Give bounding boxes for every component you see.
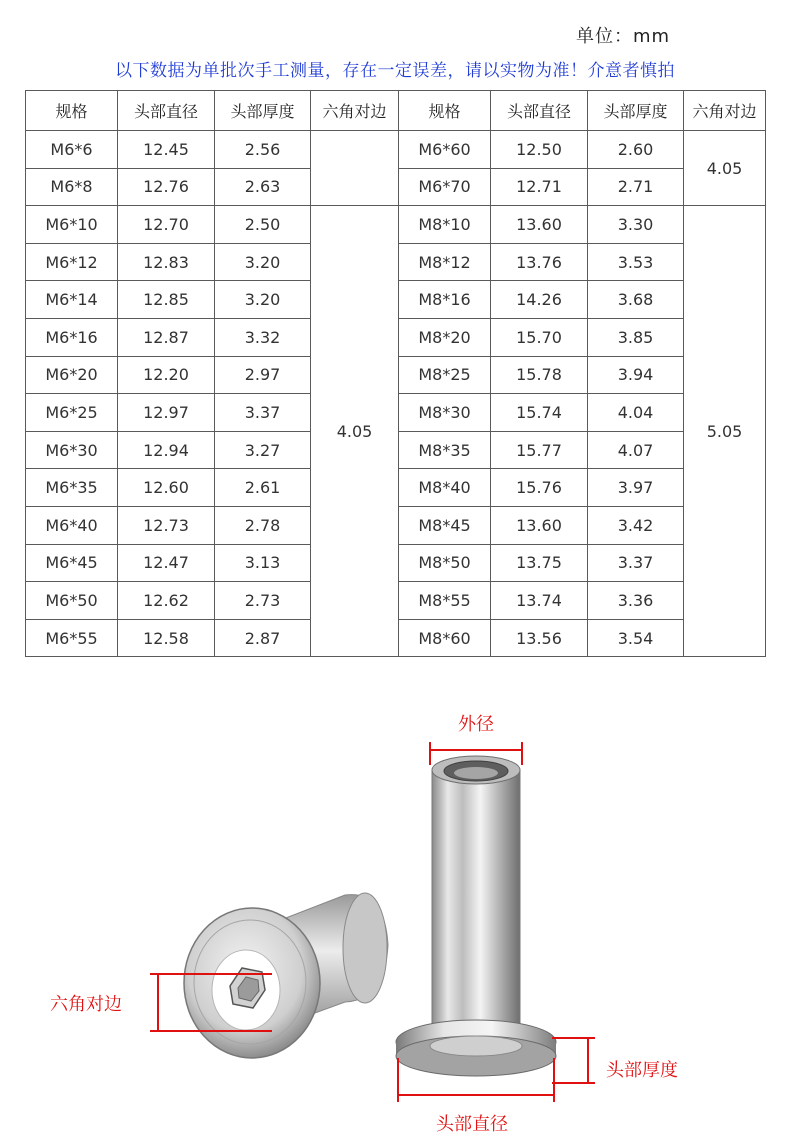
spec-cell: M6*60 [399, 131, 491, 169]
head-diameter-cell: 12.70 [118, 206, 215, 244]
spec-cell: M8*55 [399, 582, 491, 620]
product-diagram [0, 690, 790, 1140]
col-header: 头部厚度 [588, 91, 684, 131]
spec-cell: M6*40 [26, 506, 118, 544]
head-thickness-cell: 3.94 [588, 356, 684, 394]
spec-cell: M6*12 [26, 243, 118, 281]
head-diameter-cell: 12.97 [118, 394, 215, 432]
head-diameter-cell: 12.87 [118, 318, 215, 356]
head-diameter-cell: 12.58 [118, 619, 215, 657]
head-thickness-dimension [552, 1038, 595, 1083]
spec-cell: M8*45 [399, 506, 491, 544]
head-thickness-cell: 3.42 [588, 506, 684, 544]
head-diameter-cell: 12.73 [118, 506, 215, 544]
spec-cell: M6*8 [26, 168, 118, 206]
head-thickness-cell: 3.53 [588, 243, 684, 281]
head-thickness-cell: 3.97 [588, 469, 684, 507]
head-thickness-cell: 2.97 [215, 356, 311, 394]
spec-cell: M6*30 [26, 431, 118, 469]
hex-cell: 4.05 [311, 206, 399, 657]
spec-cell: M8*35 [399, 431, 491, 469]
head-diameter-cell: 13.56 [491, 619, 588, 657]
spec-cell: M6*25 [26, 394, 118, 432]
col-header: 六角对边 [684, 91, 766, 131]
head-diameter-cell: 12.50 [491, 131, 588, 169]
spec-cell: M6*35 [26, 469, 118, 507]
spec-cell: M8*16 [399, 281, 491, 319]
head-diameter-cell: 12.47 [118, 544, 215, 582]
head-diameter-cell: 13.60 [491, 506, 588, 544]
col-header: 头部直径 [491, 91, 588, 131]
head-thickness-cell: 3.27 [215, 431, 311, 469]
table-body [26, 131, 766, 657]
col-header: 头部厚度 [215, 91, 311, 131]
head-diameter-cell: 15.76 [491, 469, 588, 507]
table-row [26, 206, 766, 244]
head-diameter-label: 头部直径 [436, 1114, 508, 1135]
head-diameter-cell: 12.76 [118, 168, 215, 206]
head-thickness-cell: 3.37 [588, 544, 684, 582]
spec-cell: M6*6 [26, 131, 118, 169]
head-thickness-cell: 3.54 [588, 619, 684, 657]
right-nut [396, 756, 556, 1076]
head-thickness-cell: 3.13 [215, 544, 311, 582]
measurement-notice: 以下数据为单批次手工测量，存在一定误差，请以实物为准！介意者慎拍 [115, 61, 675, 81]
spec-cell: M6*70 [399, 168, 491, 206]
hex-cell: 4.05 [684, 131, 766, 206]
head-diameter-cell: 12.45 [118, 131, 215, 169]
spec-cell: M6*55 [26, 619, 118, 657]
head-diameter-cell: 12.62 [118, 582, 215, 620]
head-thickness-cell: 4.07 [588, 431, 684, 469]
head-thickness-cell: 3.20 [215, 243, 311, 281]
col-header: 规格 [399, 91, 491, 131]
spec-cell: M8*50 [399, 544, 491, 582]
head-thickness-cell: 3.37 [215, 394, 311, 432]
head-thickness-label: 头部厚度 [606, 1060, 678, 1081]
head-thickness-cell: 3.68 [588, 281, 684, 319]
spec-cell: M6*14 [26, 281, 118, 319]
head-diameter-cell: 15.70 [491, 318, 588, 356]
col-header: 规格 [26, 91, 118, 131]
spec-cell: M8*12 [399, 243, 491, 281]
spec-cell: M6*45 [26, 544, 118, 582]
col-header: 头部直径 [118, 91, 215, 131]
head-thickness-cell: 3.85 [588, 318, 684, 356]
head-diameter-cell: 12.20 [118, 356, 215, 394]
head-thickness-cell: 2.50 [215, 206, 311, 244]
head-diameter-cell: 12.83 [118, 243, 215, 281]
spec-cell: M8*60 [399, 619, 491, 657]
head-diameter-cell: 13.76 [491, 243, 588, 281]
table-row [26, 131, 766, 169]
outer-diameter-label: 外径 [458, 714, 494, 735]
spec-cell: M6*10 [26, 206, 118, 244]
head-diameter-cell: 15.77 [491, 431, 588, 469]
hex-cell: 5.05 [684, 206, 766, 657]
head-thickness-cell: 2.63 [215, 168, 311, 206]
head-thickness-cell: 2.56 [215, 131, 311, 169]
spec-cell: M8*30 [399, 394, 491, 432]
spec-cell: M8*20 [399, 318, 491, 356]
left-nut [184, 893, 388, 1058]
head-thickness-cell: 2.61 [215, 469, 311, 507]
table-header-row [26, 91, 766, 131]
spec-cell: M6*50 [26, 582, 118, 620]
head-diameter-cell: 14.26 [491, 281, 588, 319]
head-diameter-cell: 13.74 [491, 582, 588, 620]
head-thickness-cell: 3.20 [215, 281, 311, 319]
col-header: 六角对边 [311, 91, 399, 131]
hex-cell-empty [311, 131, 399, 206]
head-diameter-cell: 15.74 [491, 394, 588, 432]
head-diameter-cell: 13.60 [491, 206, 588, 244]
head-thickness-cell: 2.78 [215, 506, 311, 544]
head-thickness-cell: 2.60 [588, 131, 684, 169]
head-thickness-cell: 2.73 [215, 582, 311, 620]
spec-cell: M8*25 [399, 356, 491, 394]
unit-label: 单位：mm [576, 26, 671, 47]
spec-cell: M8*40 [399, 469, 491, 507]
head-diameter-cell: 15.78 [491, 356, 588, 394]
head-thickness-cell: 3.32 [215, 318, 311, 356]
head-diameter-cell: 13.75 [491, 544, 588, 582]
head-diameter-cell: 12.85 [118, 281, 215, 319]
spec-cell: M6*20 [26, 356, 118, 394]
head-thickness-cell: 2.87 [215, 619, 311, 657]
head-thickness-cell: 4.04 [588, 394, 684, 432]
spec-cell: M6*16 [26, 318, 118, 356]
spec-cell: M8*10 [399, 206, 491, 244]
head-thickness-cell: 3.30 [588, 206, 684, 244]
spec-table [25, 90, 766, 657]
head-diameter-cell: 12.94 [118, 431, 215, 469]
head-diameter-cell: 12.71 [491, 168, 588, 206]
hex-across-flats-label: 六角对边 [50, 994, 122, 1015]
head-diameter-cell: 12.60 [118, 469, 215, 507]
head-thickness-cell: 2.71 [588, 168, 684, 206]
head-thickness-cell: 3.36 [588, 582, 684, 620]
